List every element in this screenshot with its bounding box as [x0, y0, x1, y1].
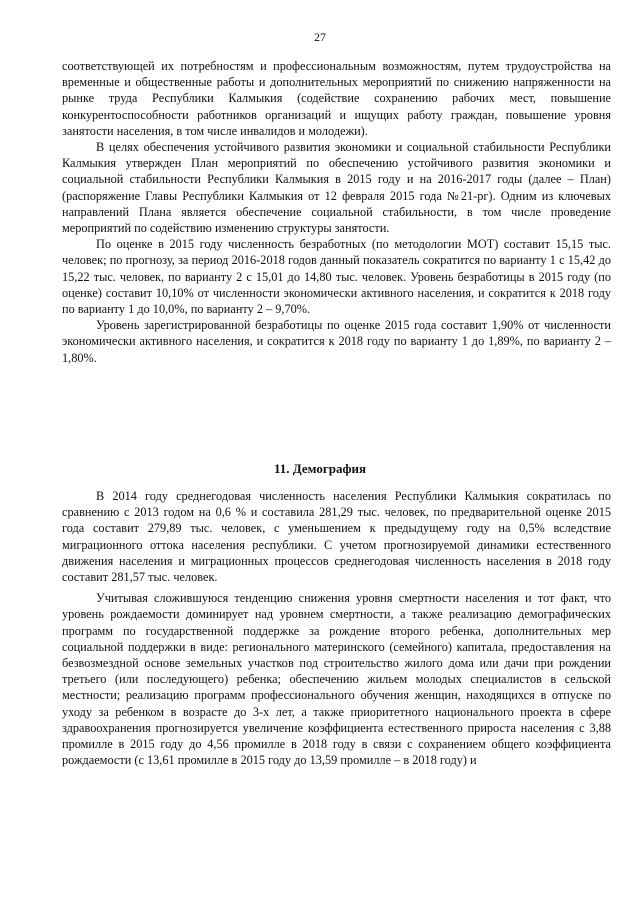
section-heading-demography: 11. Демография [274, 461, 366, 476]
demography-section [62, 488, 611, 768]
employment-section [62, 58, 611, 366]
page-number: 27 [314, 30, 326, 44]
paragraph-continuation: соответствующей их потребностям и профессиональным возможностям, путем трудоустройства на временные и общественные работы и дополнительных мероприятий по снижению напряженности на рынке труда Республики Калмыкия (содействие сохранению рабочих мест, повышение конкурентоспособности работников организаций и ищущих работу граждан, повышение уровня занятости населения, в том числе инвалидов и молодежи). [62, 59, 611, 138]
paragraph-registered-unemployment: Уровень зарегистрированной безработицы по оценке 2015 года составит 1,90% от численности экономически активного населения, и сократится к 2018 году по варианту 1 до 1,89%, по варианту 2 – 1,80%. [62, 318, 611, 365]
paragraph-stability-plan: В целях обеспечения устойчивого развития экономики и социальной стабильности Республики Калмыкия утвержден План мероприятий по обеспечению устойчивого развития экономики и социальной стабильности Республики Калмыкия в 2015 году и на 2016-2017 годы (далее – План) (распоряжение Главы Республики Калмыкия от 12 февраля 2015 года №21-рг). Одним из ключевых направлений Плана является обеспечение социальной стабильности, в том числе проведение мероприятий по содействию изменению структуры занятости. [62, 140, 611, 236]
paragraph-population: В 2014 году среднегодовая численность населения Республики Калмыкия сократилась по сравнению с 2013 годом на 0,6 % и составила 281,29 тыс. человек, по предварительной оценке 2015 года составит 279,89 тыс. человек, с уменьшением к предыдущему году на 0,5% вследствие миграционного оттока населения республики. С учетом прогнозируемой динамики естественного движения населения и миграционных процессов среднегодовая численность населения в 2018 году составит 281,57 тыс. человек. [62, 489, 611, 585]
paragraph-birth-rate: Учитывая сложившуюся тенденцию снижения уровня смертности населения и тот факт, что уровень рождаемости доминирует над уровнем смертности, а также реализацию демографических программ по государственной поддержке за рождение второго ребенка, дополнительных мер социальной поддержки в виде: регионального материнского (семейного) капитала, предоставления на безвозмездной основе земельных участков под строительство жилого дома или дачи при рождении третьего (или последующего) ребенка; обеспечению жильем молодых специалистов в сельской местности; реализацию программ профессионального обучения женщин, находящихся в отпуске по уходу за ребенком в возрасте до 3-х лет, а также приоритетного национального проекта в сфере здравоохранения прогнозируется увеличение коэффициента естественного прироста населения с 3,88 промилле в 2015 году до 4,56 промилле в 2018 году в связи с сохранением общего коэффициента рождаемости (с 13,61 промилле в 2015 году до 13,59 промилле – в 2018 году) и [62, 591, 611, 768]
paragraph-unemployment-ilo: По оценке в 2015 году численность безработных (по методологии МОТ) составит 15,15 тыс. человек; по прогнозу, за период 2016-2018 годов данный показатель сократится по варианту 1 с 15,42 до 15,22 тыс. человек, по варианту 2 с 15,01 до 14,80 тыс. человек. Уровень безработицы в 2015 году (по оценке) составит 10,10% от численности экономически активного населения, и сократится к 2018 году по варианту 1 до 10,0%, по варианту 2 – 9,70%. [62, 237, 611, 317]
